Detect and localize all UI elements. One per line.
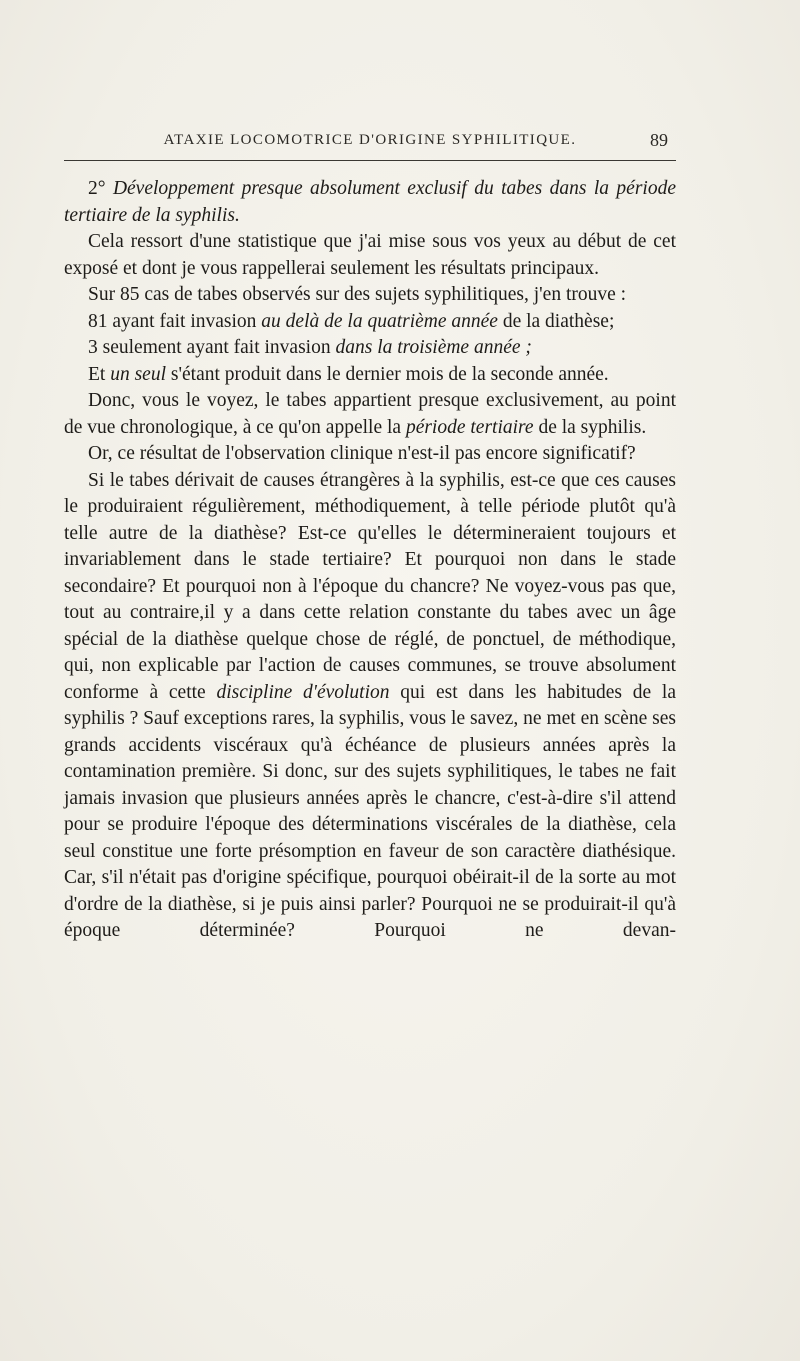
- paragraph: Sur 85 cas de tabes observés sur des sujets syphilitiques, j'en trouve :: [88, 284, 627, 305]
- paragraph: Donc, vous le voyez, le tabes appartient presque exclusivement, au point de vue chronologique, à ce qu'on appelle la période tertiaire de la syphilis.: [64, 390, 676, 438]
- paragraph: 81 ayant fait invasion au delà de la quatrième année de la diathèse;: [88, 310, 615, 332]
- paragraph: Et un seul s'étant produit dans le dernier mois de la seconde année.: [88, 363, 609, 385]
- paragraph: Or, ce résultat de l'observation clinique n'est-il pas encore significatif?: [88, 443, 636, 464]
- paragraph-heading: 2° Développement presque absolument exclusif du tabes dans la période tertiaire de la syphilis.: [64, 178, 676, 226]
- emphasis: dans la troisième année ;: [335, 337, 532, 358]
- emphasis: discipline d'évolution: [216, 681, 390, 703]
- paragraph: Cela ressort d'une statistique que j'ai mise sous vos yeux au début de cet exposé et dont je vous rappellerai seulement les résultats principaux.: [64, 231, 676, 279]
- page-header: [64, 127, 676, 157]
- emphasis: un seul: [110, 363, 167, 385]
- header-rule: [64, 160, 676, 161]
- paragraph: 3 seulement ayant fait invasion dans la troisième année ;: [88, 337, 532, 358]
- paragraph: Si le tabes dérivait de causes étrangères à la syphilis, est-ce que ces causes le produiraient régulièrement, méthodiquement, à telle période plutôt qu'à telle autre de la diathèse? Est-ce qu'elles le détermineraient toujours et invariablement dans le stade tertiaire? Et pourquoi non dans le stade secondaire? Et pourquoi non à l'époque du chancre? Ne voyez-vous pas que, tout au contraire,il y a dans cette relation constante du tabes avec un âge spécial de la diathèse quelque chose de réglé, de ponctuel, de méthodique, qui, non explicable par l'action de causes communes, se trouve absolument conforme à cette discipline d'évolution qui est dans les habitudes de la syphilis ? Sauf exceptions rares, la syphilis, vous le savez, ne met en scène ses grands accidents viscéraux qu'à échéance de plusieurs années après la contamination première. Si donc, sur des sujets syphilitiques, le tabes ne fait jamais invasion que plusieurs années après le chancre, c'est-à-dire s'il attend pour se produire l'époque des déterminations viscérales de la diathèse, cela seul constitue une forte présomption en faveur de son caractère diathésique. Car, s'il n'était pas d'origine spécifique, pourquoi obéirait-il de la sorte au mot d'ordre de la diathèse, si je puis ainsi parler? Pourquoi ne se produirait-il qu'à époque déterminée? Pourquoi ne devan-: [64, 469, 677, 941]
- body-text: [64, 176, 676, 945]
- page-number: 89: [650, 130, 668, 150]
- emphasis: période tertiaire: [405, 416, 534, 438]
- running-head: ATAXIE LOCOMOTRICE D'ORIGINE SYPHILITIQUE.: [163, 132, 577, 148]
- emphasis: Développement presque absolument exclusif du tabes dans la période tertiaire de la syphilis.: [64, 178, 676, 226]
- emphasis: au delà de la quatrième année: [261, 310, 498, 332]
